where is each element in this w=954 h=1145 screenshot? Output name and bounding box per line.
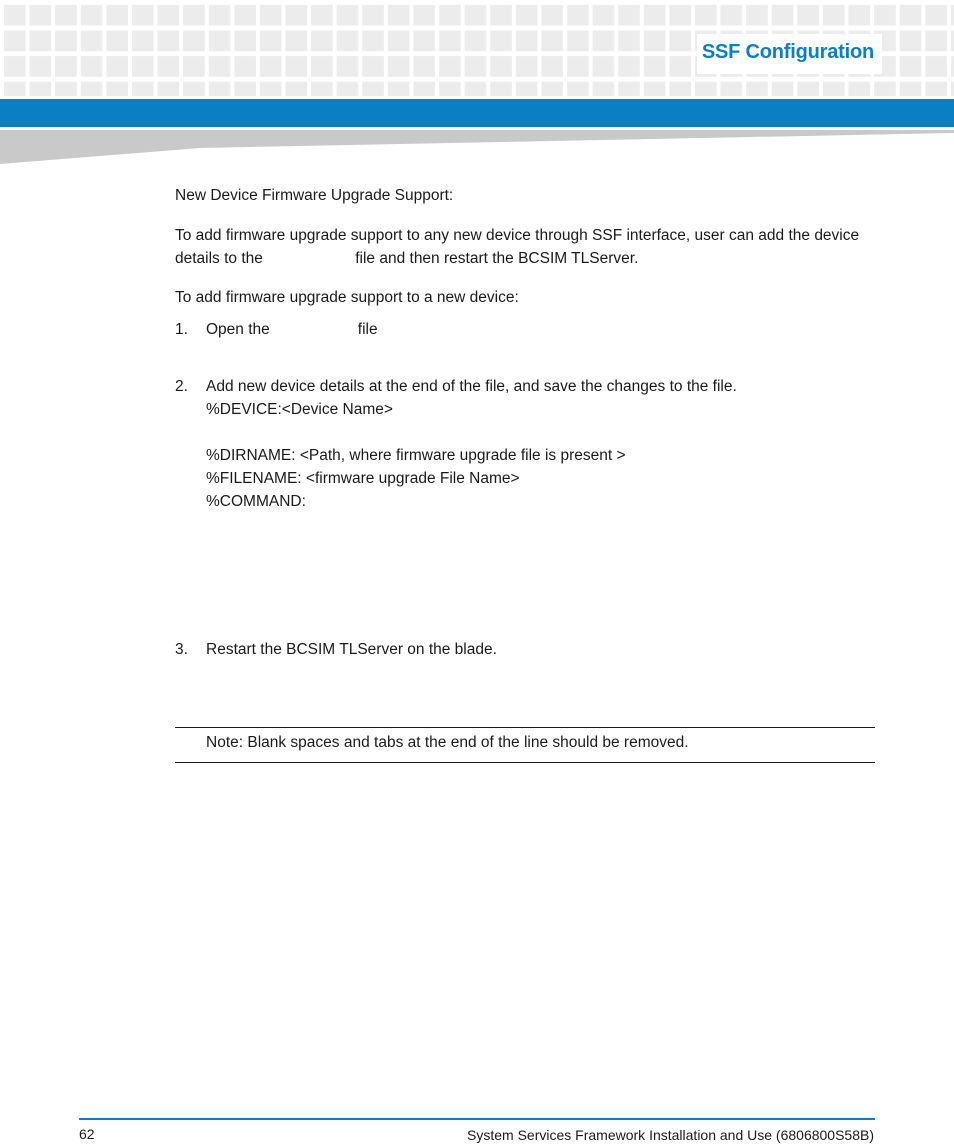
header-accent-bar [0, 99, 954, 127]
step-description: Add new device details at the end of the file, and save the changes to the file. [206, 378, 737, 395]
step-number: 3. [175, 641, 188, 658]
note-text: Note: Blank spaces and tabs at the end of the line should be removed. [206, 734, 689, 751]
intro-paragraph [175, 224, 875, 270]
code-line: %FILENAME: <firmware upgrade File Name> [206, 470, 520, 487]
steps-lead: To add firmware upgrade support to a new device: [175, 289, 519, 306]
step-text [206, 375, 737, 513]
footer-divider [79, 1118, 875, 1120]
intro-text-part1: To add firmware upgrade support to any new device through SSF interface, user can add the device details to the [175, 227, 860, 267]
intro-heading: New Device Firmware Upgrade Support: [175, 187, 454, 204]
step-prefix: Open the [206, 321, 270, 338]
code-line-blank [206, 421, 737, 444]
page-section-title: SSF Configuration [701, 41, 874, 63]
code-line: %COMMAND: [206, 493, 306, 510]
step-text: Restart the BCSIM TLServer on the blade. [206, 641, 497, 658]
header-swoosh-decoration [0, 130, 954, 164]
code-line: %DIRNAME: <Path, where firmware upgrade file is present > [206, 447, 626, 464]
page-number: 62 [79, 1126, 95, 1142]
note-box [175, 727, 875, 763]
intro-text-part2: file and then restart the BCSIM TLServer. [355, 250, 639, 267]
step-suffix: file [357, 321, 378, 338]
step-text [206, 318, 378, 341]
footer-document-title: System Services Framework Installation and Use (6806800S58B) [467, 1127, 874, 1143]
step-number: 2. [175, 378, 188, 395]
step-number: 1. [175, 321, 188, 338]
code-line: %DEVICE:<Device Name> [206, 401, 393, 418]
